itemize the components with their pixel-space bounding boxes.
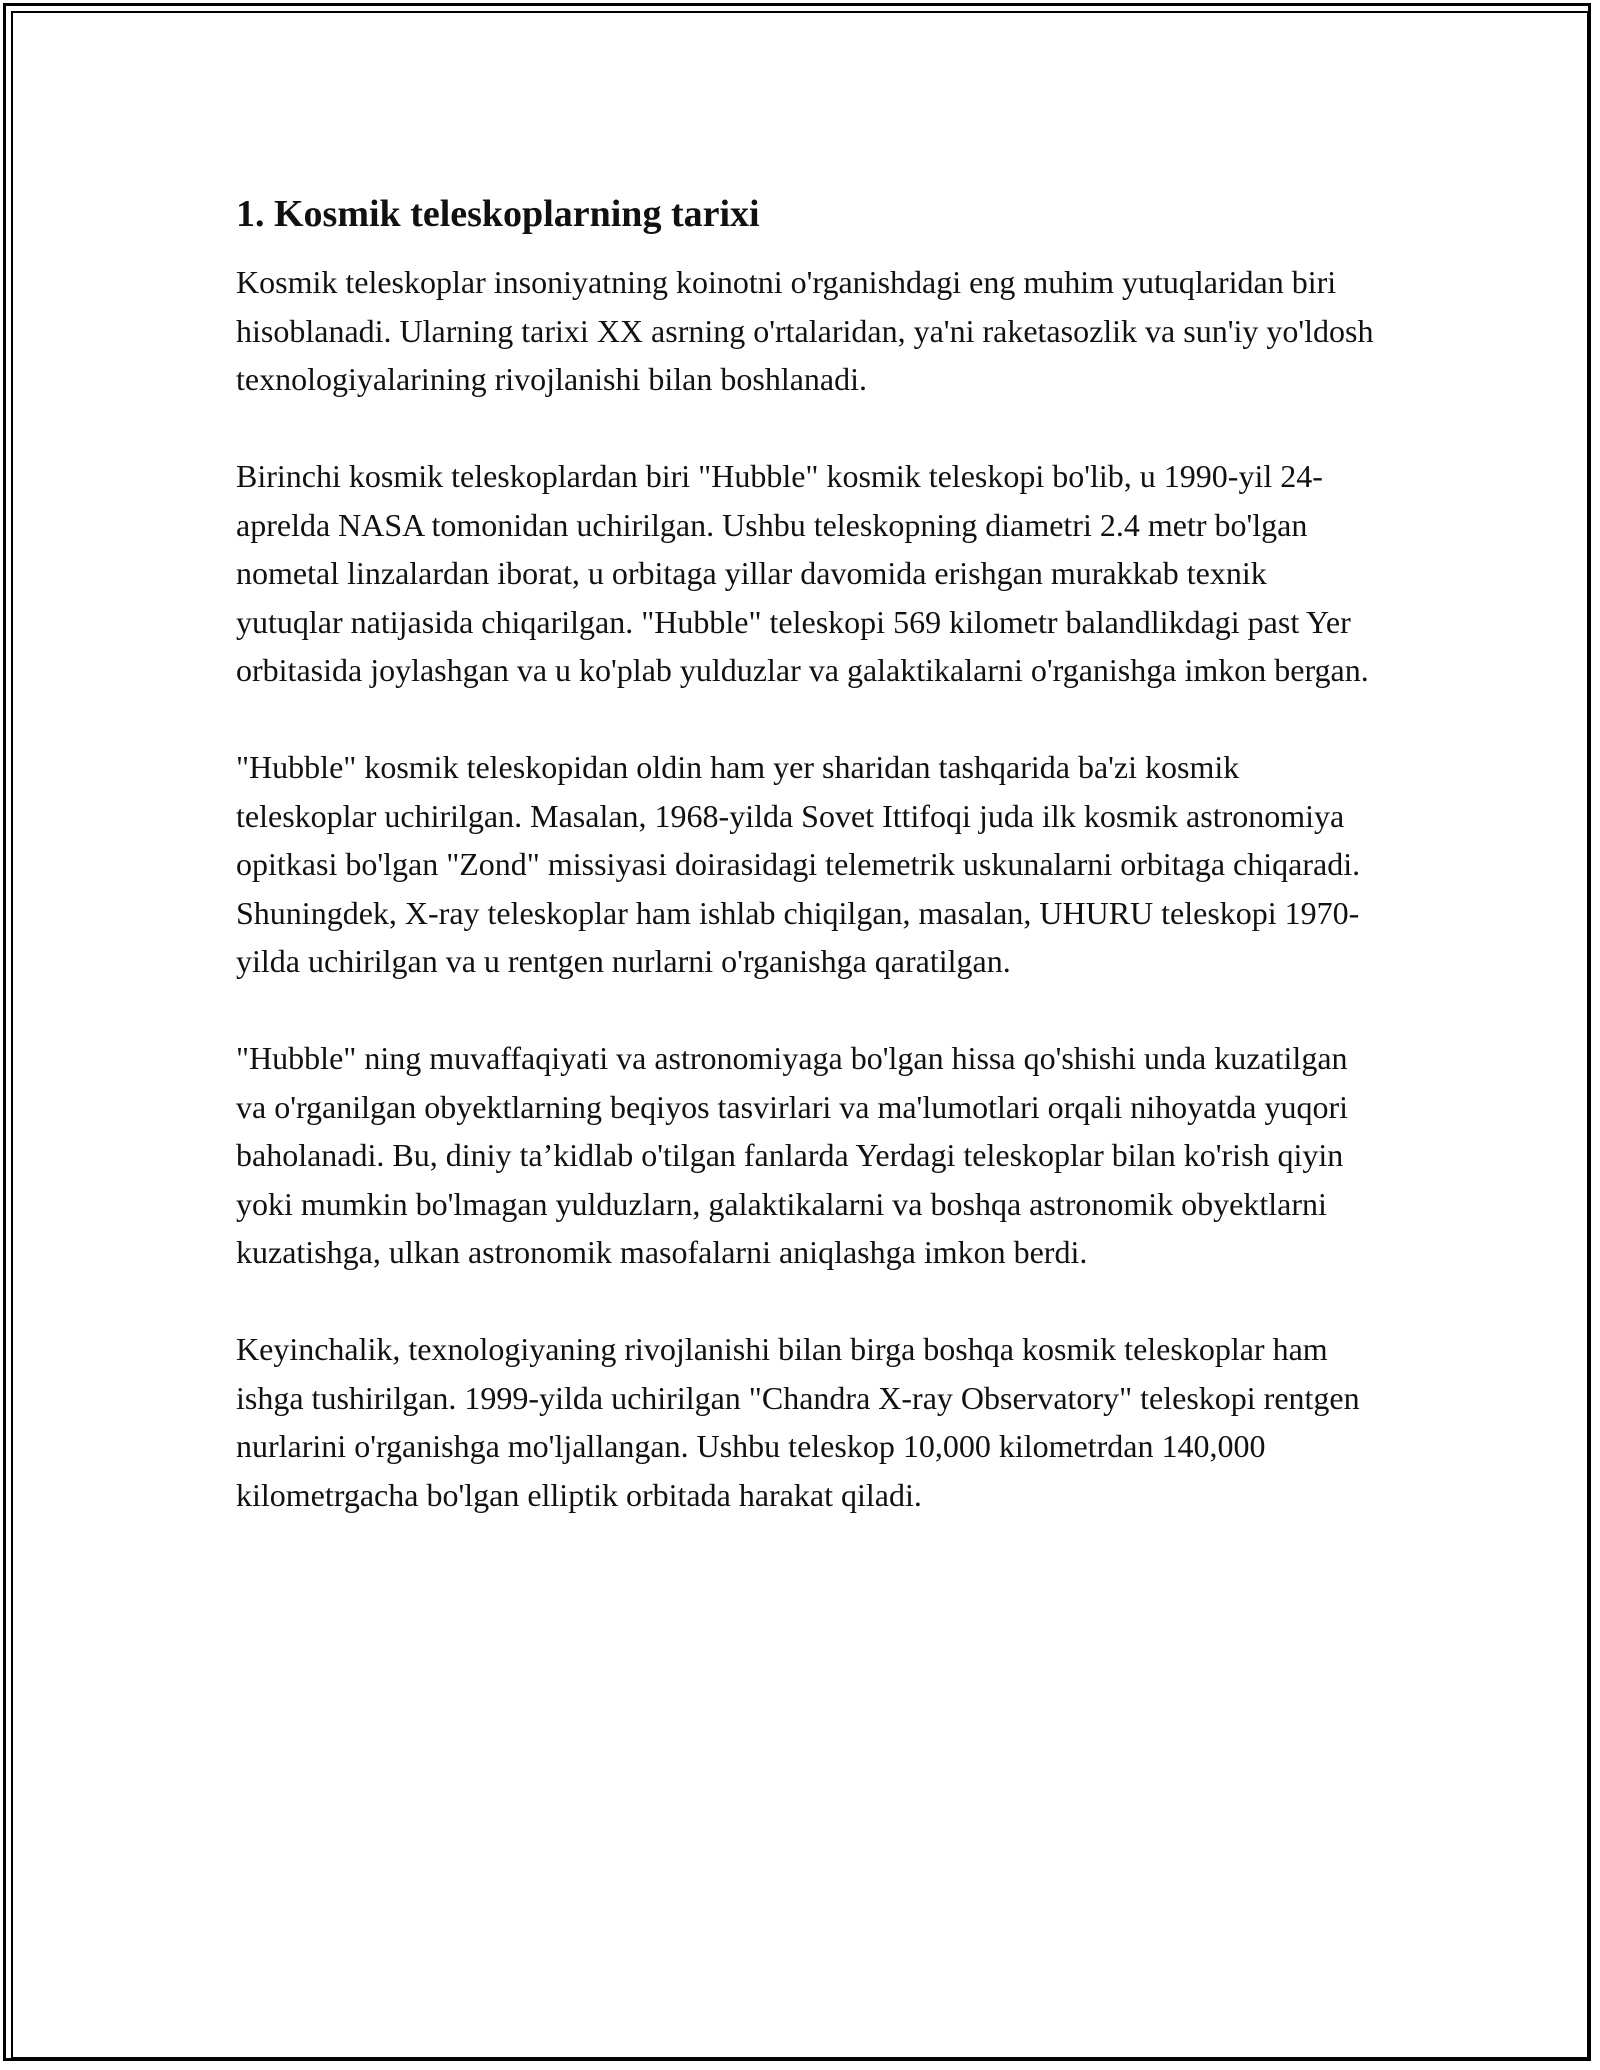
section-heading: 1. Kosmik teleskoplarning tarixi (236, 193, 760, 235)
paragraph-2: Birinchi kosmik teleskoplardan biri "Hubble" kosmik teleskopi bo'lib, u 1990-yil 24-aprelda NASA tomonidan uchirilgan. Ushbu teleskopning diametri 2.4 metr bo'lgan nometal linzalardan iborat, u orbitaga yillar davomida erishgan murakkab texnik yutuqlar natijasida chiqarilgan. "Hubble" teleskopi 569 kilometr balandlikdagi past Yer orbitasida joylashgan va u ko'plab yulduzlar va galaktikalarni o'rganishga imkon bergan. (236, 458, 1369, 688)
document-body (236, 186, 1376, 1568)
paragraph-1: Kosmik teleskoplar insoniyatning koinotni o'rganishdagi eng muhim yutuqlaridan biri hisoblanadi. Ularning tarixi XX asrning o'rtalaridan, ya'ni raketasozlik va sun'iy yo'ldosh texnologiyalarining rivojlanishi bilan boshlanadi. (236, 264, 1374, 397)
paragraph-5: Keyinchalik, texnologiyaning rivojlanishi bilan birga boshqa kosmik teleskoplar ham ishga tushirilgan. 1999-yilda uchirilgan "Chandra X-ray Observatory" teleskopi rentgen nurlarini o'rganishga mo'ljallangan. Ushbu teleskop 10,000 kilometrdan 140,000 kilometrgacha bo'lgan elliptik orbitada harakat qiladi. (236, 1331, 1360, 1513)
paragraph-4: "Hubble" ning muvaffaqiyati va astronomiyaga bo'lgan hissa qo'shishi unda kuzatilgan va o'rganilgan obyektlarning beqiyos tasvirlari va ma'lumotlari orqali nihoyatda yuqori baholanadi. Bu, diniy ta’kidlab o'tilgan fanlarda Yerdagi teleskoplar bilan ko'rish qiyin yoki mumkin bo'lmagan yulduzlarn, galaktikalarni va boshqa astronomik obyektlarni kuzatishga, ulkan astronomik masofalarni aniqlashga imkon berdi. (236, 1040, 1348, 1270)
paragraph-3: "Hubble" kosmik teleskopidan oldin ham yer sharidan tashqarida ba'zi kosmik teleskoplar uchirilgan. Masalan, 1968-yilda Sovet Ittifoqi juda ilk kosmik astronomiya opitkasi bo'lgan "Zond" missiyasi doirasidagi telemetrik uskunalarni orbitaga chiqaradi. Shuningdek, X-ray teleskoplar ham ishlab chiqilgan, masalan, UHURU teleskopi 1970-yilda uchirilgan va u rentgen nurlarni o'rganishga qaratilgan. (236, 749, 1361, 979)
